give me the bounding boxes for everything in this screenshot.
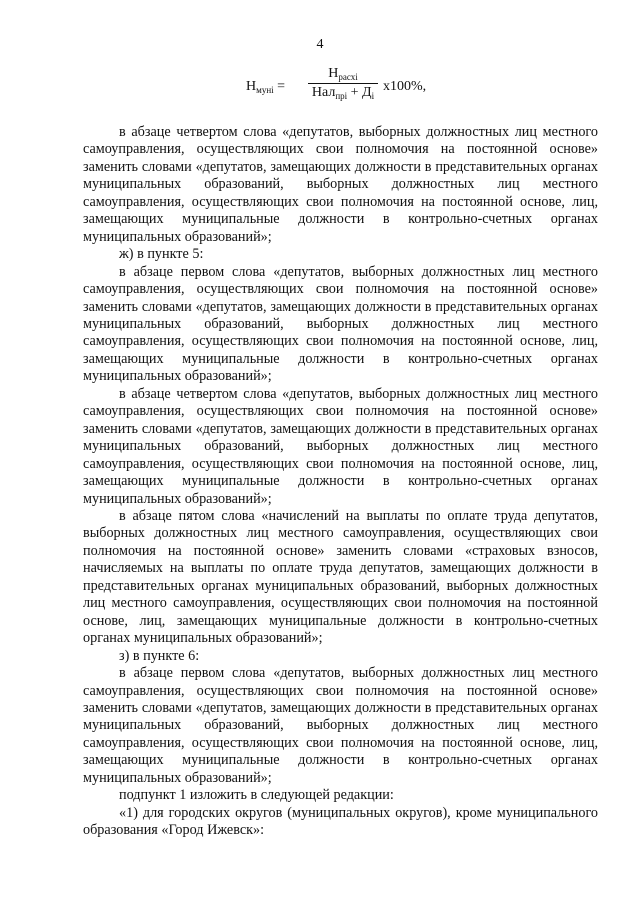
paragraph: в абзаце первом слова «депутатов, выборных должностных лиц местного самоуправления, осуществляющих свои полномочия на постоянной основе» заменить словами «депутатов, замещающих должности в представительных органах муниципальных образований, выборных должностных лиц местного самоуправления, осуществляющих свои полномочия на постоянной основе, лиц, замещающих муниципальные должности в контрольно-счетных органах муниципальных образований»; (83, 665, 598, 786)
paragraph: з) в пункте 6: (119, 647, 200, 664)
formula-equals: = (277, 79, 286, 94)
paragraph: в абзаце первом слова «депутатов, выборных должностных лиц местного самоуправления, осуществляющих свои полномочия на постоянной основе» заменить словами «депутатов, замещающих должности в представительных органах муниципальных образований, выборных должностных лиц местного самоуправления, осуществляющих свои полномочия на постоянной основе, лиц, замещающих муниципальные должности в контрольно-счетных органах муниципальных образований»; (83, 263, 598, 385)
formula-lhs (246, 79, 285, 95)
formula-den-a-subscript: прi (335, 91, 348, 101)
page-number: 4 (316, 37, 324, 52)
paragraph: ж) в пункте 5: (119, 246, 204, 263)
formula-lhs-symbol: Н (246, 79, 257, 94)
formula-numerator (308, 66, 378, 84)
formula-den-a: Нал (311, 85, 336, 100)
document-body (83, 124, 598, 840)
formula-lhs-subscript: мунi (256, 85, 274, 95)
formula-den-b-subscript: i (371, 91, 375, 101)
paragraph: «1) для городских округов (муниципальных округов), кроме муниципального образования «Город Ижевск»: (83, 804, 598, 839)
formula-rhs: х100%, (383, 79, 427, 94)
paragraph: в абзаце пятом слова «начислений на выплаты по оплате труда депутатов, выборных должностных лиц местного самоуправления, осуществляющих свои полномочия на постоянной основе» заменить словами «страховых взносов, начисляемых на выплаты по оплате труда депутатов, замещающих должности в представительных органах муниципальных образований, выборных должностных лиц местного самоуправления, осуществляющих свои полномочия на постоянной основе, лиц, замещающих муниципальные должности в контрольно-счетных органах муниципальных образований»; (83, 507, 598, 647)
formula-num-symbol: Н (328, 66, 339, 81)
formula-denominator (308, 84, 378, 101)
paragraph: подпункт 1 изложить в следующей редакции: (119, 787, 394, 804)
formula (246, 66, 466, 110)
formula-num-subscript: расхi (338, 72, 358, 82)
paragraph: в абзаце четвертом слова «депутатов, выборных должностных лиц местного самоуправления, осуществляющих свои полномочия на постоянной основе» заменить словами «депутатов, замещающих должности в представительных органах муниципальных образований, выборных должностных лиц местного самоуправления, осуществляющих свои полномочия на постоянной основе, лиц, замещающих муниципальные должности в контрольно-счетных органах муниципальных образований»; (83, 124, 598, 245)
paragraph: в абзаце четвертом слова «депутатов, выборных должностных лиц местного самоуправления, осуществляющих свои полномочия на постоянной основе» заменить словами «депутатов, замещающих должности в представительных органах муниципальных образований, выборных должностных лиц местного самоуправления, осуществляющих свои полномочия на постоянной основе, лиц, замещающих муниципальные должности в контрольно-счетных органах муниципальных образований»; (83, 385, 598, 507)
formula-den-plus: + Д (347, 85, 372, 100)
formula-fraction (308, 66, 378, 101)
